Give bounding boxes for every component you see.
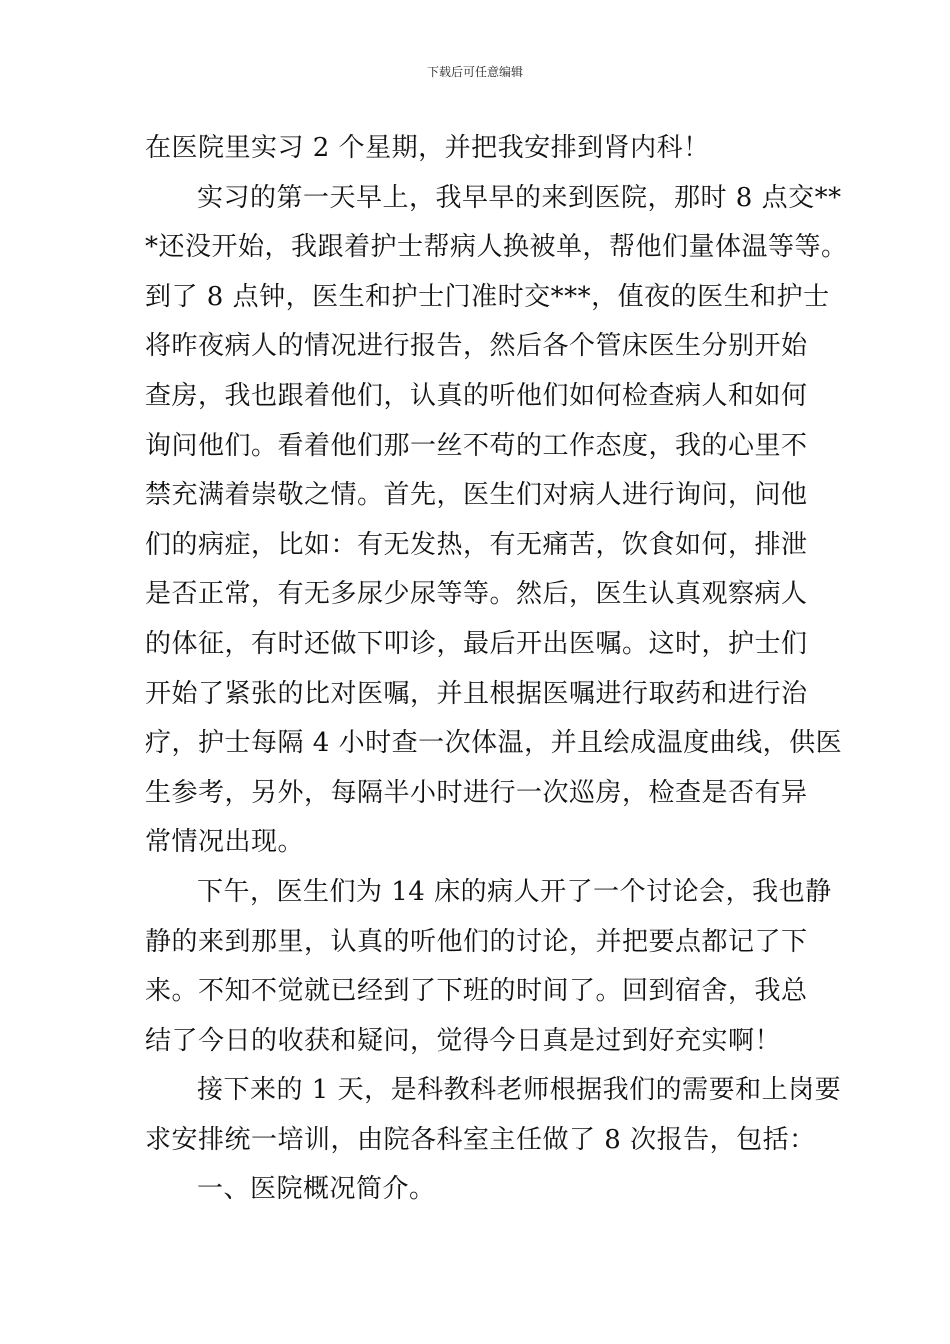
text-line: 们的病症，比如：有无发热，有无痛苦，饮食如何，排泄 — [145, 529, 808, 560]
text-line: 常情况出现。 — [145, 827, 305, 858]
page-header: 下载后可任意编辑 — [426, 65, 523, 79]
text-line: 开始了紧张的比对医嘱，并且根据医嘱进行取药和进行治 — [145, 678, 808, 709]
text-line: 在医院里实习 2 个星期，并把我安排到肾内科！ — [145, 133, 710, 163]
text-line: 静的来到那里，认真的听他们的讨论，并把要点都记了下 — [145, 926, 808, 957]
text-line: 来。不知不觉就已经到了下班的时间了。回到宿舍，我总 — [145, 976, 808, 1007]
text-line: 一、医院概况简介。 — [197, 1174, 436, 1205]
text-line: 下午，医生们为 14 床的病人开了一个讨论会，我也静 — [197, 876, 832, 907]
text-line: 疗，护士每隔 4 小时查一次体温，并且绘成温度曲线，供医 — [145, 728, 843, 759]
text-line: 是否正常，有无多尿少尿等等。然后，医生认真观察病人 — [145, 579, 808, 610]
text-line: 禁充满着崇敬之情。首先，医生们对病人进行询问，问他 — [145, 480, 808, 511]
text-line: 结了今日的收获和疑问，觉得今日真是过到好充实啊！ — [145, 1025, 782, 1056]
text-line: 询问他们。看着他们那一丝不苟的工作态度，我的心里不 — [145, 430, 808, 461]
text-line: 的体征，有时还做下叩诊，最后开出医嘱。这时，护士们 — [145, 628, 808, 659]
text-line: 将昨夜病人的情况进行报告，然后各个管床医生分别开始 — [145, 331, 808, 362]
text-line: 求安排统一培训，由院各科室主任做了 8 次报告，包括： — [145, 1124, 816, 1155]
text-line: 实习的第一天早上，我早早的来到医院，那时 8 点交** — [197, 182, 842, 213]
text-line: 查房，我也跟着他们，认真的听他们如何检查病人和如何 — [145, 380, 808, 411]
text-line: 到了 8 点钟，医生和护士门准时交***，值夜的医生和护士 — [145, 281, 830, 312]
body-text — [145, 124, 848, 1215]
text-line: *还没开始，我跟着护士帮病人换被单，帮他们量体温等等。 — [145, 232, 848, 263]
text-line: 接下来的 1 天，是科教科老师根据我们的需要和上岗要 — [197, 1075, 842, 1106]
text-line: 生参考，另外，每隔半小时进行一次巡房，检查是否有异 — [145, 777, 808, 808]
